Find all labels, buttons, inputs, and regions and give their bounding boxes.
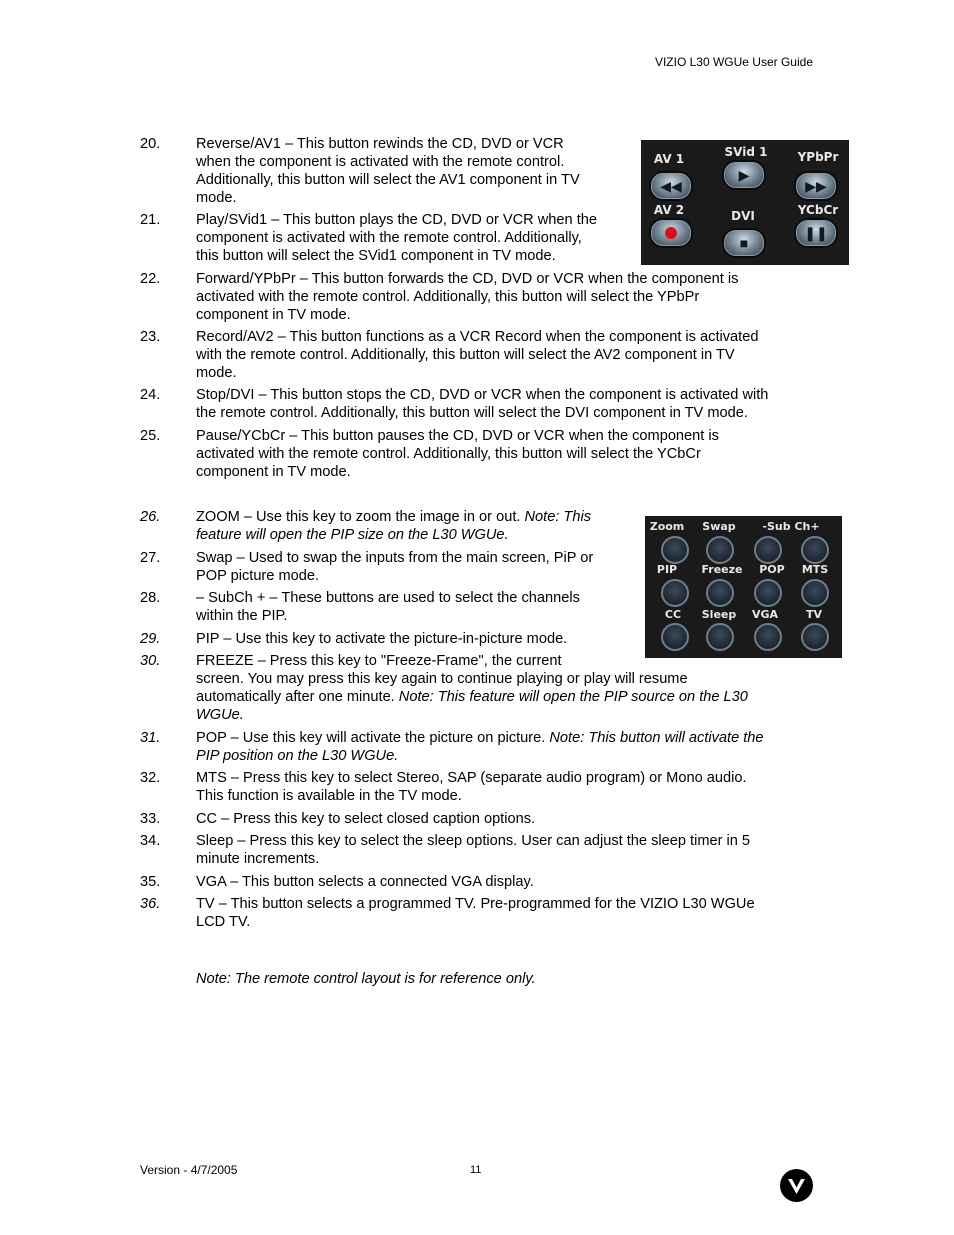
item-number: 33. [140,811,161,827]
subch-minus-key [754,536,782,564]
item-text-line: MTS – Press this key to select Stereo, SAP (separate audio program) or Mono audio. [196,770,747,786]
item-text-line: Pause/YCbCr – This button pauses the CD, DVD or VCR when the component is [196,428,719,444]
item-number: 35. [140,874,161,890]
item-text-line: WGUe. [196,707,244,723]
item-note-inline: Note: This feature will open the PIP source on the L30 [398,689,748,705]
item-text-line: This function is available in the TV mode. [196,788,462,804]
item-number: 30. [140,653,161,669]
page-number: 11 [470,1164,482,1176]
remote-label: POP [759,563,785,576]
item-text-line: FREEZE – Press this key to "Freeze-Frame", the current [196,653,562,669]
item-text-line: mode. [196,365,237,381]
vizio-logo-icon [780,1169,813,1202]
swap-key [706,536,734,564]
rewind-icon: ◀◀ [651,173,691,199]
item-text-line: PIP position on the L30 WGUe. [196,748,399,764]
item-text-line: POP picture mode. [196,568,320,584]
item-number: 24. [140,387,161,403]
cc-key [661,623,689,651]
item-number: 31. [140,730,161,746]
pip-key [661,579,689,607]
item-text-line: activated with the remote control. Additionally, this button will select the YCbCr [196,446,701,462]
item-text-line: Stop/DVI – This button stops the CD, DVD or VCR when the component is activated with [196,387,769,403]
remote-label: VGA [751,608,779,621]
remote-label: SVid 1 [724,145,768,159]
zoom-key [661,536,689,564]
item-text-line: ZOOM – Use this key to zoom the image in or out. [196,509,525,525]
item-number: 26. [140,509,161,525]
item-number: 20. [140,136,161,152]
item-text-line: TV – This button selects a programmed TV. Pre-programmed for the VIZIO L30 WGUe [196,896,755,912]
item-text-line: activated with the remote control. Additionally, this button will select the YPbPr [196,289,700,305]
tv-key [801,623,829,651]
item-text-line: Forward/YPbPr – This button forwards the CD, DVD or VCR when the component is [196,271,739,287]
item-text-line: VGA – This button selects a connected VGA display. [196,874,534,890]
remote-label: TV [805,608,823,621]
item-text-line: with the remote control. Additionally, this button will select the AV2 component in TV [196,347,735,363]
item-note-inline: Note: This button will activate the [549,730,764,746]
item-number: 34. [140,833,161,849]
item-text-line: when the component is activated with the remote control. [196,154,565,170]
record-icon [651,220,691,246]
item-text-line: PIP – Use this key to activate the picture-in-picture mode. [196,631,568,647]
vga-key [754,623,782,651]
pause-icon: ❚❚ [796,220,836,246]
remote-label: Swap [702,520,736,533]
stop-icon: ■ [724,230,764,256]
remote-label: Sleep [701,608,737,621]
item-note-inline: Note: This [524,509,592,525]
remote-label: -Sub Ch+ [762,520,820,533]
item-number: 28. [140,590,161,606]
footer-version: Version - 4/7/2005 [140,1163,238,1177]
item-number: 21. [140,212,161,228]
play-icon: ▶ [724,162,764,188]
item-text-line: Swap – Used to swap the inputs from the main screen, PiP or [196,550,594,566]
item-text-line: – SubCh + – These buttons are used to select the channels [196,590,580,606]
remote-label: MTS [801,563,829,576]
item-text-line: Additionally, this button will select the AV1 component in TV [196,172,580,188]
item-number: 25. [140,428,161,444]
sleep-key [706,623,734,651]
remote-label: DVI [731,209,755,223]
item-text-line: POP – Use this key will activate the picture on picture. [196,730,550,746]
item-text-line: minute increments. [196,851,320,867]
remote-label: AV 2 [653,203,685,217]
item-text-line: screen. You may press this key again to continue playing or play will resume [196,671,688,687]
fast-forward-icon: ▶▶ [796,173,836,199]
item-text-line: within the PIP. [196,608,288,624]
item-text-line: CC – Press this key to select closed caption options. [196,811,536,827]
subch-plus-key [801,536,829,564]
remote-label: CC [664,608,682,621]
item-text-line: component in TV mode. [196,464,351,480]
item-text-line: component in TV mode. [196,307,351,323]
item-text-line: Play/SVid1 – This button plays the CD, DVD or VCR when the [196,212,597,228]
item-text-line: Reverse/AV1 – This button rewinds the CD, DVD or VCR [196,136,564,152]
freeze-key [706,579,734,607]
remote-label: PIP [656,563,678,576]
remote-label: Zoom [649,520,685,533]
item-number: 27. [140,550,161,566]
item-number: 32. [140,770,161,786]
item-number: 23. [140,329,161,345]
item-text-line: Sleep – Press this key to select the sleep options. User can adjust the sleep timer in 5 [196,833,751,849]
item-text-line: LCD TV. [196,914,251,930]
item-text-line: feature will open the PIP size on the L30 WGUe. [196,527,509,543]
item-text-line: the remote control. Additionally, this button will select the DVI component in TV mode. [196,405,748,421]
item-text-line: component is activated with the remote control. Additionally, [196,230,582,246]
item-number: 22. [140,271,161,287]
pop-key [754,579,782,607]
item-text-line: automatically after one minute. [196,689,399,705]
item-text-line: Record/AV2 – This button functions as a VCR Record when the component is activated [196,329,759,345]
remote-label: AV 1 [653,152,685,166]
running-header: VIZIO L30 WGUe User Guide [654,55,813,69]
remote-label: YCbCr [797,203,839,217]
item-text-line: mode. [196,190,237,206]
remote-label: YPbPr [797,150,839,164]
remote-transport-image [641,140,849,265]
item-number: 36. [140,896,161,912]
remote-keypad-image [645,516,842,658]
remote-label: Freeze [701,563,743,576]
reference-note: Note: The remote control layout is for reference only. [196,971,536,987]
item-number: 29. [140,631,161,647]
mts-key [801,579,829,607]
item-text-line: this button will select the SVid1 component in TV mode. [196,248,556,264]
